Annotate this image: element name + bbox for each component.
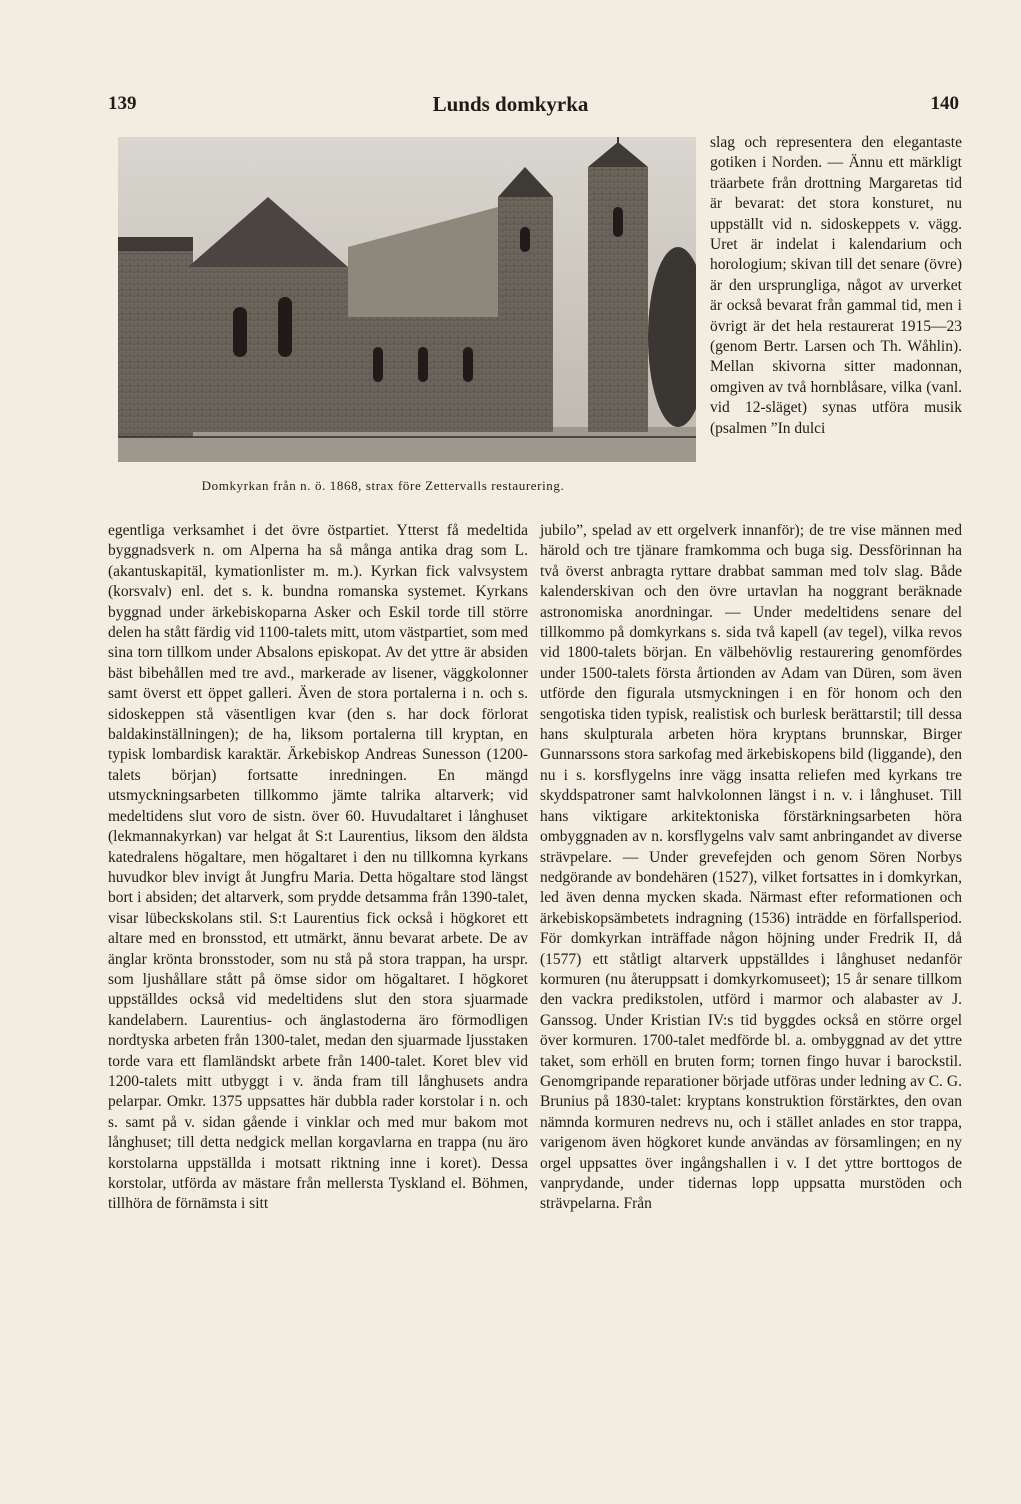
cathedral-photograph — [118, 137, 696, 462]
running-title: Lunds domkyrka — [432, 92, 589, 116]
text-column-right-top — [710, 133, 962, 439]
paragraph: egentliga verksamhet i det övre östpartiet. Ytterst få medeltida byggnadsverk n. om Alperna ha så många antika drag som L. (akantuskapitäl, kymationlister m. m.). Kyrkan fick valvsystem (korsvalv) enl. det s. k. bundna romanska systemet. Kyrkans byggnad under ärkebiskoparna Asker och Eskil torde till större delen ha stått färdig vid 1100-talets mitt, utom västpartiet, som med sina torn tillkom under Absalons episkopat. Av det yttre är absiden bäst bibehållen med tre avd., markerade av lisener, väggkolonner samt överst ett öppet galleri. Även de stora portalerna i n. och s. sidoskeppen stå väsentligen kvar (den s. har dock förlorat baldakinställningen); de ha, liksom portalerna till kryptan, en typisk lombardisk karaktär. Ärkebiskop Andreas Sunesson (1200-talets början) fortsatte inredningen. En mängd utsmyckningsarbeten tillkommo jämte talrika altarverk; vid medeltidens slut voro de sistn. över 60. Huvudaltaret i långhuset (lekmannakyrkan) var helgat åt S:t Laurentius, liksom den äldsta katedralens högaltare, men högaltaret i den nu tillkomna kyrkans huvudkor blev invigt åt Jungfru Maria. Detta högaltare stod längst bort i absiden; det altarverk, som prydde detsamma från 1390-talet, visar lübeckskolans stil. S:t Laurentius fick också i högkoret ett altare med en bronsstod, ett utmärkt, ännu bevarat arbete. De av änglar krönta bronsstoder, som nu stå på stora trappan, ha urspr. som ljushållare stått på ömse sidor om högaltaret. I högkoret uppställdes också vid medeltidens slut den stora sjuarmade kandelabern. Laurentius- och änglastoderna äro förmodligen nordtyska arbeten från 1300-talet, medan den sjuarmade ljusstaken torde vara ett flamländskt arbete från 1400-talet. Koret blev vid 1200-talets mitt utbyggt i v. ända fram till långhusets andra pelarpar. Omkr. 1375 uppsattes här dubbla rader korstolar i n. och s. samt på v. sidan gående i vinklar och med mur bakom mot långhuset; till detta nedgick mellan korgavlarna en trappa (nu äro korstolarna uppställda i motsatt riktning inne i koret). Dessa korstolar, utförda av mästare från mellersta Tyskland el. Böhmen, tillhöra de förnämsta i sitt — [108, 522, 528, 1213]
paragraph: jubilo”, spelad av ett orgelverk innanför); de tre vise männen med härold och tre tjänare framkomma och buga sig. Dessförinnan ha två överst anbragta ryttare drabbat samman med tolv slag. Både kalenderskivan och den övre urtavlan ha noggrant beräknade astronomiska anordningar. — Under medeltidens senare del tillkommo på domkyrkans s. sida två kapell (av tegel), vilka revos vid 1800-talets början. En välbehövlig restaurering genomfördes under 1500-talets första årtionden av Adam van Düren, som även utförde den figurala utsmyckningen i en för honom och den sengotiska tiden typisk, realistisk och burlesk berättarstil; till dessa hans skulpturala arbeten höra kryptans brunnskar, Birger Gunnarssons stora sarkofag med ärkebiskopens bild (liggande), den nu i s. korsflygelns inre vägg insatta reliefen med kyrkans tre skyddspatroner samt halvkolonnen längst i n. v. i långhuset. Till hans viktigare arkitektoniska förstärkningsarbeten höra ombyggnaden av n. korsflygelns valv samt anbringandet av diverse strävpelare. — Under grevefejden och genom Sören Norbys nedgörande av bondehären (1527), vilket fortsattes in i domkyrkan, led även denna mycken skada. Närmast efter reformationen och ärkebiskopsämbetets indragning (1536) inträdde en förfallsperiod. För domkyrkan inträffade någon höjning under Fredrik II, då (1577) ett ståtligt altarverk uppställdes i långhuset nedanför kormuren (nu återuppsatt i domkyrkomuseet); 15 år senare tillkom den vackra predikstolen, utförd i marmor och alabaster av J. Ganssog. Under Kristian IV:s tid byggdes också en större orgel över kormuren. 1700-talet medförde bl. a. ombyggnad av det yttre taket, som erhöll en bruten form; tornen fingo huvar i barockstil. Genomgripande reparationer började utföras under ledning av C. G. Brunius på 1830-talet: kryptans konstruktion förstärktes, den ovan nämnda kormuren nedrevs nu, och i stället anlades en stor trappa, varigenom även högkoret kunde användas av församlingen; en ny orgel uppsattes över ingångshallen i v. I det yttre borttogos de vanprydande, under tidernas lopp uppsatta murstöden och strävpelarna. Från — [540, 522, 962, 1213]
text-column-right — [540, 521, 962, 1215]
cathedral-illustration — [118, 137, 696, 462]
page-number-left: 139 — [108, 93, 137, 114]
figure-caption: Domkyrkan från n. ö. 1868, strax före Zettervalls restaurering. — [201, 478, 565, 493]
page-number-right: 140 — [930, 93, 959, 114]
paragraph: slag och representera den elegantaste gotiken i Norden. — Ännu ett märkligt träarbete från drottning Margaretas tid är bevarat: det stora konsturet, nu uppställt vid n. sidoskeppets v. vägg. Uret är indelat i kalendarium och horologium; skivan till det senare (övre) är den ursprungliga, något av urverket är också bevarat från gammal tid, men i övrigt är det hela restaurerat 1915—23 (genom Bertr. Larsen och Th. Wåhlin). Mellan skivorna sitter madonnan, omgiven av två hornblåsare, vilka (vanl. vid 12-släget) synas utföra musik (psalmen ”In dulci — [710, 134, 962, 437]
text-column-left — [108, 521, 528, 1215]
